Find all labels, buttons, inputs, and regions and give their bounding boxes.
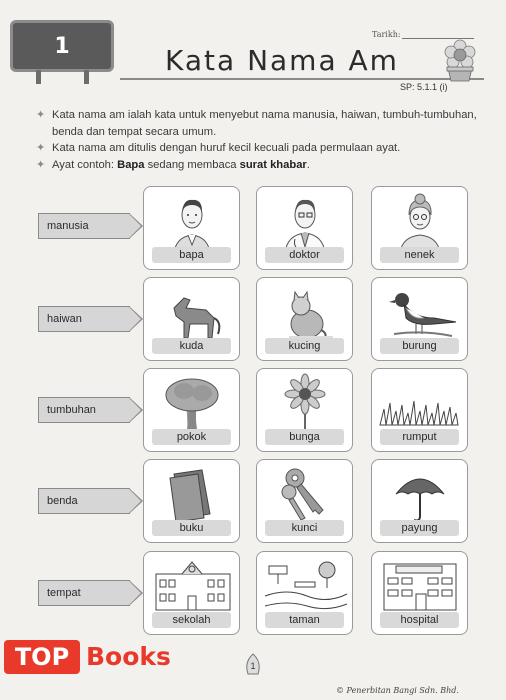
- title-underline: [120, 78, 484, 80]
- bullet-definition: ✦ Kata nama am ialah kata untuk menyebut nama manusia, haiwan, tumbuh-tumbuhan, benda dan tempat secara umum.: [36, 109, 477, 138]
- row-label-manusia: manusia: [38, 213, 130, 239]
- flower-pot-icon: [440, 38, 480, 82]
- caption-bapa: bapa: [152, 247, 231, 263]
- star-bullet-icon: ✦: [36, 109, 46, 121]
- card-hospital: [371, 551, 468, 635]
- card-burung: [371, 277, 468, 361]
- caption-hospital: hospital: [380, 612, 459, 628]
- card-nenek: [371, 186, 468, 270]
- card-doktor: [256, 186, 353, 270]
- date-label: Tarikh:: [372, 30, 401, 39]
- card-buku: [143, 459, 240, 543]
- card-pokok: [143, 368, 240, 452]
- caption-nenek: nenek: [380, 247, 459, 263]
- topbooks-watermark-logo: TOP Books: [4, 640, 190, 674]
- star-bullet-icon: ✦: [36, 158, 46, 171]
- row-label-benda: benda: [38, 488, 130, 514]
- row-label-tumbuhan: tumbuhan: [38, 397, 130, 423]
- lesson-number-board: [10, 20, 114, 82]
- card-kucing: [256, 277, 353, 361]
- bullet-example: ✦ Ayat contoh: Bapa sedang membaca surat khabar.: [36, 157, 482, 174]
- caption-taman: taman: [265, 612, 344, 628]
- card-sekolah: [143, 551, 240, 635]
- caption-sekolah: sekolah: [152, 612, 231, 628]
- card-bapa: [143, 186, 240, 270]
- page-number: 1: [242, 652, 264, 678]
- caption-doktor: doktor: [265, 247, 344, 263]
- caption-buku: buku: [152, 520, 231, 536]
- card-payung: [371, 459, 468, 543]
- copyright-text: © Penerbitan Bangi Sdn. Bhd.: [336, 686, 459, 695]
- sp-code: SP: 5.1.1 (i): [400, 82, 448, 92]
- card-bunga: [256, 368, 353, 452]
- caption-rumput: rumput: [380, 429, 459, 445]
- lesson-number: 1: [54, 33, 70, 59]
- card-kuda: [143, 277, 240, 361]
- row-label-tempat: tempat: [38, 580, 130, 606]
- caption-pokok: pokok: [152, 429, 231, 445]
- card-kunci: [256, 459, 353, 543]
- caption-payung: payung: [380, 520, 459, 536]
- caption-burung: burung: [380, 338, 459, 354]
- caption-kucing: kucing: [265, 338, 344, 354]
- card-rumput: [371, 368, 468, 452]
- caption-bunga: bunga: [265, 429, 344, 445]
- row-label-haiwan: haiwan: [38, 306, 130, 332]
- star-bullet-icon: ✦: [36, 142, 46, 154]
- card-taman: [256, 551, 353, 635]
- bullet-rule: ✦ Kata nama am ditulis dengan huruf kecil kecuali pada permulaan ayat.: [36, 140, 482, 157]
- caption-kuda: kuda: [152, 338, 231, 354]
- explanation-bullets: [36, 107, 482, 173]
- page-title: Kata Nama Am: [165, 44, 399, 77]
- caption-kunci: kunci: [265, 520, 344, 536]
